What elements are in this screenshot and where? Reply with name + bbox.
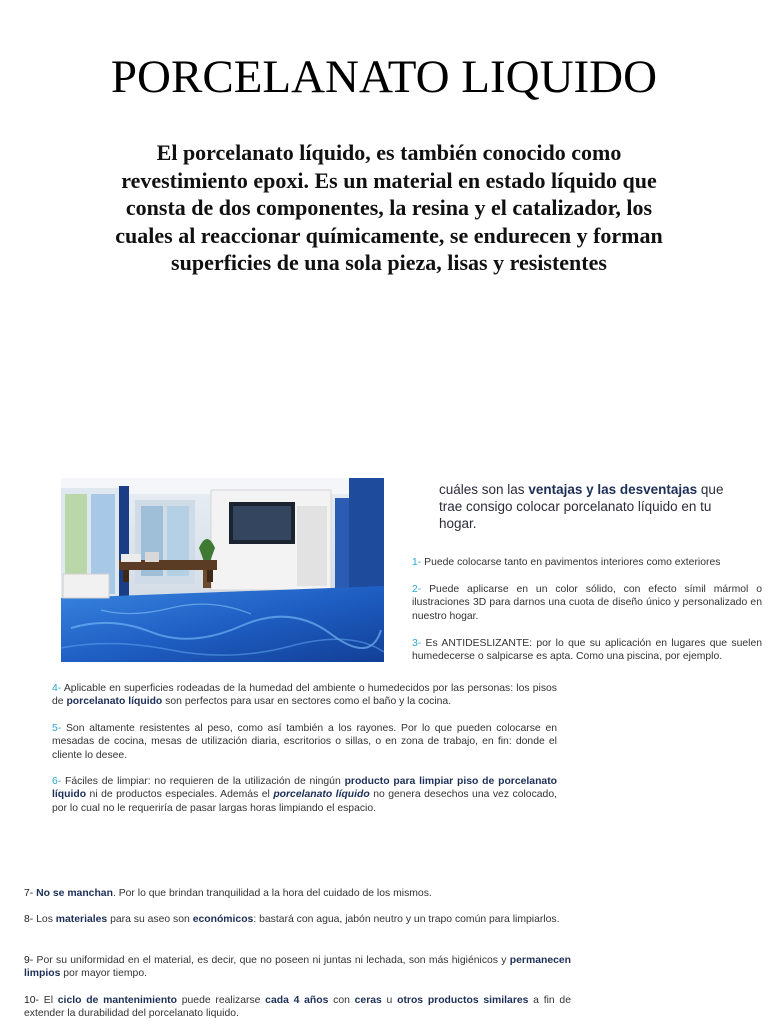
lead-text	[439, 481, 739, 532]
item-8-text-c: para su aseo son	[107, 914, 193, 925]
item-2-number: 2-	[412, 584, 422, 595]
item-2	[412, 583, 762, 623]
item-10-number: 10-	[24, 995, 40, 1006]
item-9-text-c: por mayor tiempo.	[60, 968, 147, 980]
item-3-text: Es ANTIDESLIZANTE: por lo que su aplicación en lugares que suelen humedecerse o salpicarse es apta. Como una piscina, por ejemplo.	[412, 638, 762, 663]
item-5	[52, 722, 557, 762]
lead-pre: cuáles son las	[439, 482, 529, 497]
lead-post: que trae consigo colocar porcelanato líquido en tu hogar.	[439, 482, 724, 531]
item-4-text-a: Aplicable en superficies rodeadas de la humedad del ambiente o humedecidos por las personas: los pisos de	[52, 683, 557, 708]
item-8-number: 8-	[24, 914, 34, 925]
item-8-bold-1: materiales	[55, 914, 108, 925]
item-7-bold: No se manchan	[33, 888, 113, 899]
item-10-text-i: a fin de extender la durabilidad del porcelanato liquido.	[24, 995, 571, 1020]
item-6-text-a: Fáciles de limpiar: no requieren de la utilización de ningún	[61, 776, 345, 787]
item-6-text-c: ni de productos especiales. Además el	[86, 789, 274, 801]
item-10-bold-1: ciclo de mantenimiento	[57, 995, 177, 1006]
item-4	[52, 682, 557, 709]
item-6-number: 6-	[52, 776, 62, 787]
item-5-text: Son altamente resistentes al peso, como así también a los rayones. Por lo que pueden colocarse en mesadas de cocina, mesas de utilización diaria, escritorios o sillas, o en zona de trabajo, en fin: donde el cliente lo desee.	[52, 723, 557, 761]
item-4-text-c: son perfectos para usar en sectores como el baño y la cocina.	[162, 696, 452, 708]
item-6	[52, 775, 557, 815]
intro-paragraph: El porcelanato líquido, es también conocido como revestimiento epoxi. Es un material en estado líquido que consta de dos componentes, la resina y el catalizador, los cuales al reaccionar químicamente, se endurecen y forman superficies de una sola pieza, lisas y resistentes	[115, 140, 663, 275]
item-6-text-e: no genera desechos una vez colocado, por lo cual no le requeriría de pasar largas horas limpiando el espacio.	[52, 789, 557, 814]
item-6-bold-italic: porcelanato líquido	[273, 789, 370, 801]
item-7	[24, 887, 571, 900]
lead-bold: ventajas y las desventajas	[528, 482, 698, 497]
item-8-bold-2: económicos	[192, 914, 254, 925]
page-title: PORCELANATO LIQUIDO	[110, 51, 658, 103]
item-10-text-e: con	[328, 995, 355, 1006]
item-1-text: Puede colocarse tanto en pavimentos interiores como exteriores	[421, 557, 721, 568]
item-6-bold-1: producto para limpiar piso de porcelanato líquido	[52, 776, 558, 801]
item-4-number: 4-	[52, 683, 62, 694]
item-3-number: 3-	[412, 638, 422, 649]
item-10-text-c: puede realizarse	[176, 995, 266, 1006]
item-1	[412, 556, 762, 569]
item-4-bold: porcelanato líquido	[66, 696, 163, 708]
item-10-bold-4: otros productos similares	[397, 995, 529, 1006]
item-9	[24, 954, 571, 981]
item-10-text-g: u	[381, 995, 398, 1006]
item-5-number: 5-	[52, 723, 62, 734]
item-10-bold-3: ceras	[354, 995, 382, 1006]
item-8	[24, 913, 571, 926]
item-7-text: . Por lo que brindan tranquilidad a la hora del cuidado de los mismos.	[112, 888, 432, 899]
item-2-text: Puede aplicarse en un color sólido, con efecto símil mármol o ilustraciones 3D para darnos una cuota de diseño único y personalizado en nuestro hogar.	[412, 584, 762, 622]
item-3	[412, 637, 762, 664]
item-8-text-e: : bastará con agua, jabón neutro y un trapo común para limpiarlos.	[253, 914, 560, 925]
item-10	[24, 994, 571, 1021]
item-1-number: 1-	[412, 557, 422, 568]
living-room-epoxy-floor-photo	[61, 478, 384, 662]
item-7-number: 7-	[24, 888, 34, 899]
item-8-text-a: Los	[33, 914, 56, 925]
item-10-text-a: El	[39, 995, 58, 1006]
item-9-number: 9-	[24, 955, 34, 966]
item-10-bold-2: cada 4 años	[265, 995, 329, 1006]
item-9-bold: permanecen limpios	[24, 955, 571, 980]
item-9-text-a: Por su uniformidad en el material, es decir, que no poseen ni juntas ni lechada, son más higiénicos y	[33, 955, 510, 966]
